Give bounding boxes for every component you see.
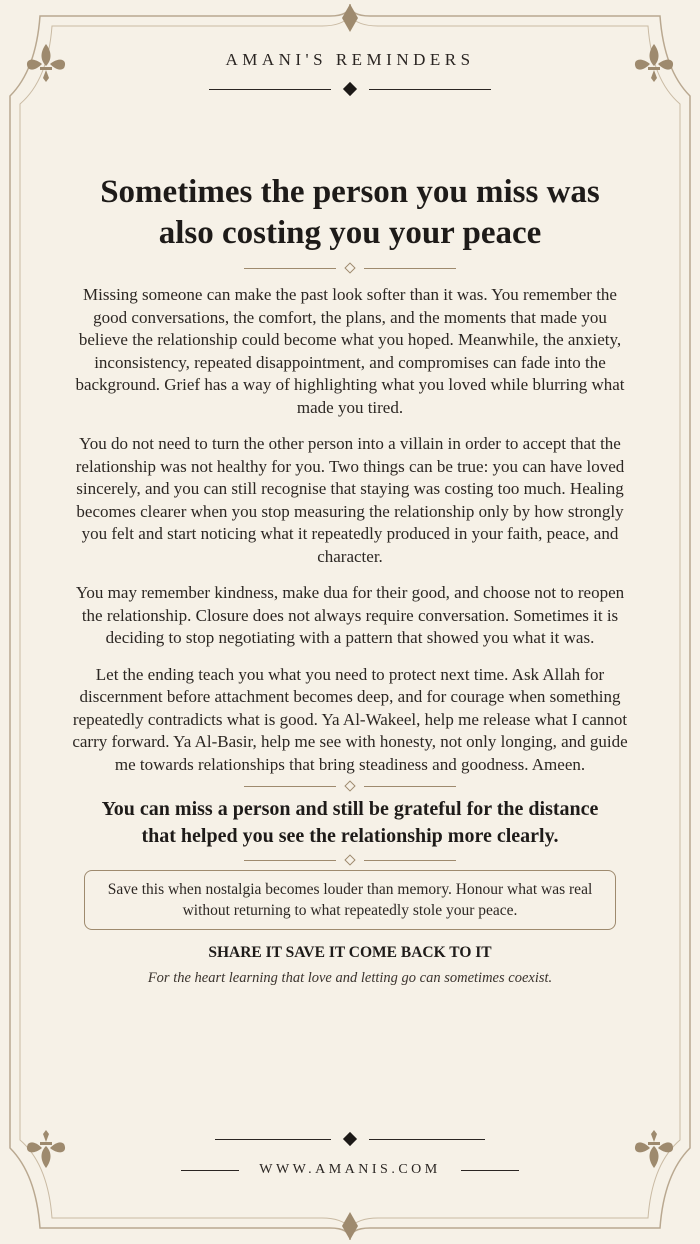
diamond-divider-icon — [344, 262, 355, 273]
website-row — [0, 1162, 700, 1178]
tagline: For the heart learning that love and letting go can sometimes coexist. — [147, 970, 553, 986]
title-divider — [70, 264, 630, 272]
website-link[interactable]: WWW.AMANIS.COM — [259, 1162, 441, 1177]
paragraph-1: Missing someone can make the past look softer than it was. You remember the good conversations, the comfort, the plans, and the moments that made you believe the relationship could become what you hoped. Meanwhile, the anxiety, inconsistency, repeated disappointment, and compromises can fade into the background. Grief has a way of highlighting what you loved while blurring what made you tired. — [75, 285, 625, 417]
paragraph-4: Let the ending teach you what you need to protect next time. Ask Allah for discernment before attachment becomes deep, and for courage when something repeatedly contradicts what is good. Ya Al-Wakeel, help me release what I cannot carry forward. Ya Al-Basir, help me see with honesty, not only longing, and guide me towards relationships that bring steadiness and goodness. Ameen. — [72, 664, 628, 774]
diamond-divider-icon — [343, 1132, 357, 1146]
diamond-divider-icon — [344, 780, 355, 791]
title-line-2: also costing you your peace — [158, 215, 542, 251]
closing-line-2: that helped you see the relationship more clearly. — [141, 825, 559, 847]
brand-title: AMANI'S REMINDERS — [225, 50, 475, 69]
title-line-1: Sometimes the person you miss was — [100, 174, 600, 210]
diamond-divider-icon — [344, 854, 355, 865]
paragraph-3: You may remember kindness, make dua for their good, and choose not to reopen the relationship. Closure does not always require conversation. Sometimes it is deciding to stop negotiating with a pattern that showed you what it was. — [75, 583, 625, 647]
page-title — [70, 172, 630, 254]
save-note-box: Save this when nostalgia becomes louder than memory. Honour what was real without returning to what repeatedly stole your peace. — [84, 870, 616, 930]
closing-statement — [70, 796, 630, 850]
header-divider — [0, 84, 700, 94]
closing-divider-top — [70, 782, 630, 790]
main-content — [70, 172, 630, 987]
header — [0, 50, 700, 94]
footer — [0, 1120, 700, 1178]
footer-divider — [0, 1134, 700, 1144]
closing-line-1: You can miss a person and still be grateful for the distance — [101, 798, 599, 820]
paragraph-2: You do not need to turn the other person into a villain in order to accept that the relationship was not healthy for you. Two things can be true: you can have loved sincerely, and you can still recognise that staying was costing too much. Healing becomes clearer when you stop measuring the relationship only by how strongly you felt and start noticing what it repeatedly produced in your faith, peace, and character. — [75, 434, 625, 566]
diamond-divider-icon — [343, 82, 357, 96]
share-callout: SHARE IT SAVE IT COME BACK TO IT — [208, 944, 492, 961]
closing-divider-bottom — [70, 856, 630, 864]
